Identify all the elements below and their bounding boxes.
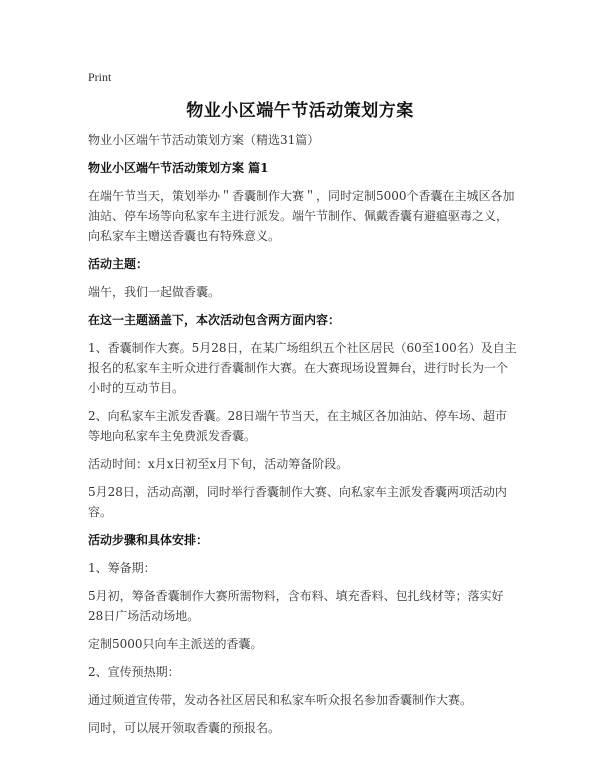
time-text: 活动时间：x月x日初至x月下旬，活动筹备阶段。: [88, 457, 349, 471]
document-subtitle: 物业小区端午节活动策划方案（精选31篇）: [88, 133, 320, 147]
theme-text: 端午，我们一起做香囊。: [88, 285, 221, 299]
climax-text: 5月28日，活动高潮，同时举行香囊制作大赛、向私家车主派发香囊两项活动内容。: [88, 485, 507, 519]
page-title: 物业小区端午节活动策划方案: [186, 101, 414, 121]
step-2-text-2: 同时，可以展开领取香囊的预报名。: [88, 721, 281, 735]
steps-heading: 活动步骤和具体安排：: [88, 533, 209, 547]
intro-paragraph: 在端午节当天，策划举办＂香囊制作大赛＂，同时定制5000个香囊在主城区各加油站、停车场等向私家车主进行派发。端午节制作、佩戴香囊有避瘟驱毒之义，向私家车主赠送香囊也有特殊意义。: [88, 189, 515, 243]
theme-heading: 活动主题：: [88, 257, 149, 271]
item-2: 2、向私家车主派发香囊。28日端午节当天，在主城区各加油站、停车场、超市等地向私家车主免费派发香囊。: [88, 409, 507, 443]
step-2-title: 2、宣传预热期：: [88, 665, 180, 679]
print-link[interactable]: Print: [88, 70, 112, 84]
step-1-text-2: 定制5000只向车主派送的香囊。: [88, 637, 263, 651]
section-heading: 物业小区端午节活动策划方案 篇1: [88, 161, 269, 175]
step-1-title: 1、筹备期：: [88, 561, 156, 575]
content-heading: 在这一主题涵盖下，本次活动包含两方面内容：: [88, 313, 341, 327]
item-1: 1、香囊制作大赛。5月28日，在某广场组织五个社区居民（60至100名）及自主报名的私家车主听众进行香囊制作大赛。在大赛现场设置舞台，进行时长为一个小时的互动节目。: [88, 341, 517, 395]
step-1-text: 5月初，筹备香囊制作大赛所需物料，含布料、填充香料、包扎线材等；落实好28日广场活动场地。: [88, 589, 504, 623]
step-2-text: 通过频道宣传带，发动各社区居民和私家车听众报名参加香囊制作大赛。: [88, 693, 473, 707]
document-body: [88, 130, 518, 746]
